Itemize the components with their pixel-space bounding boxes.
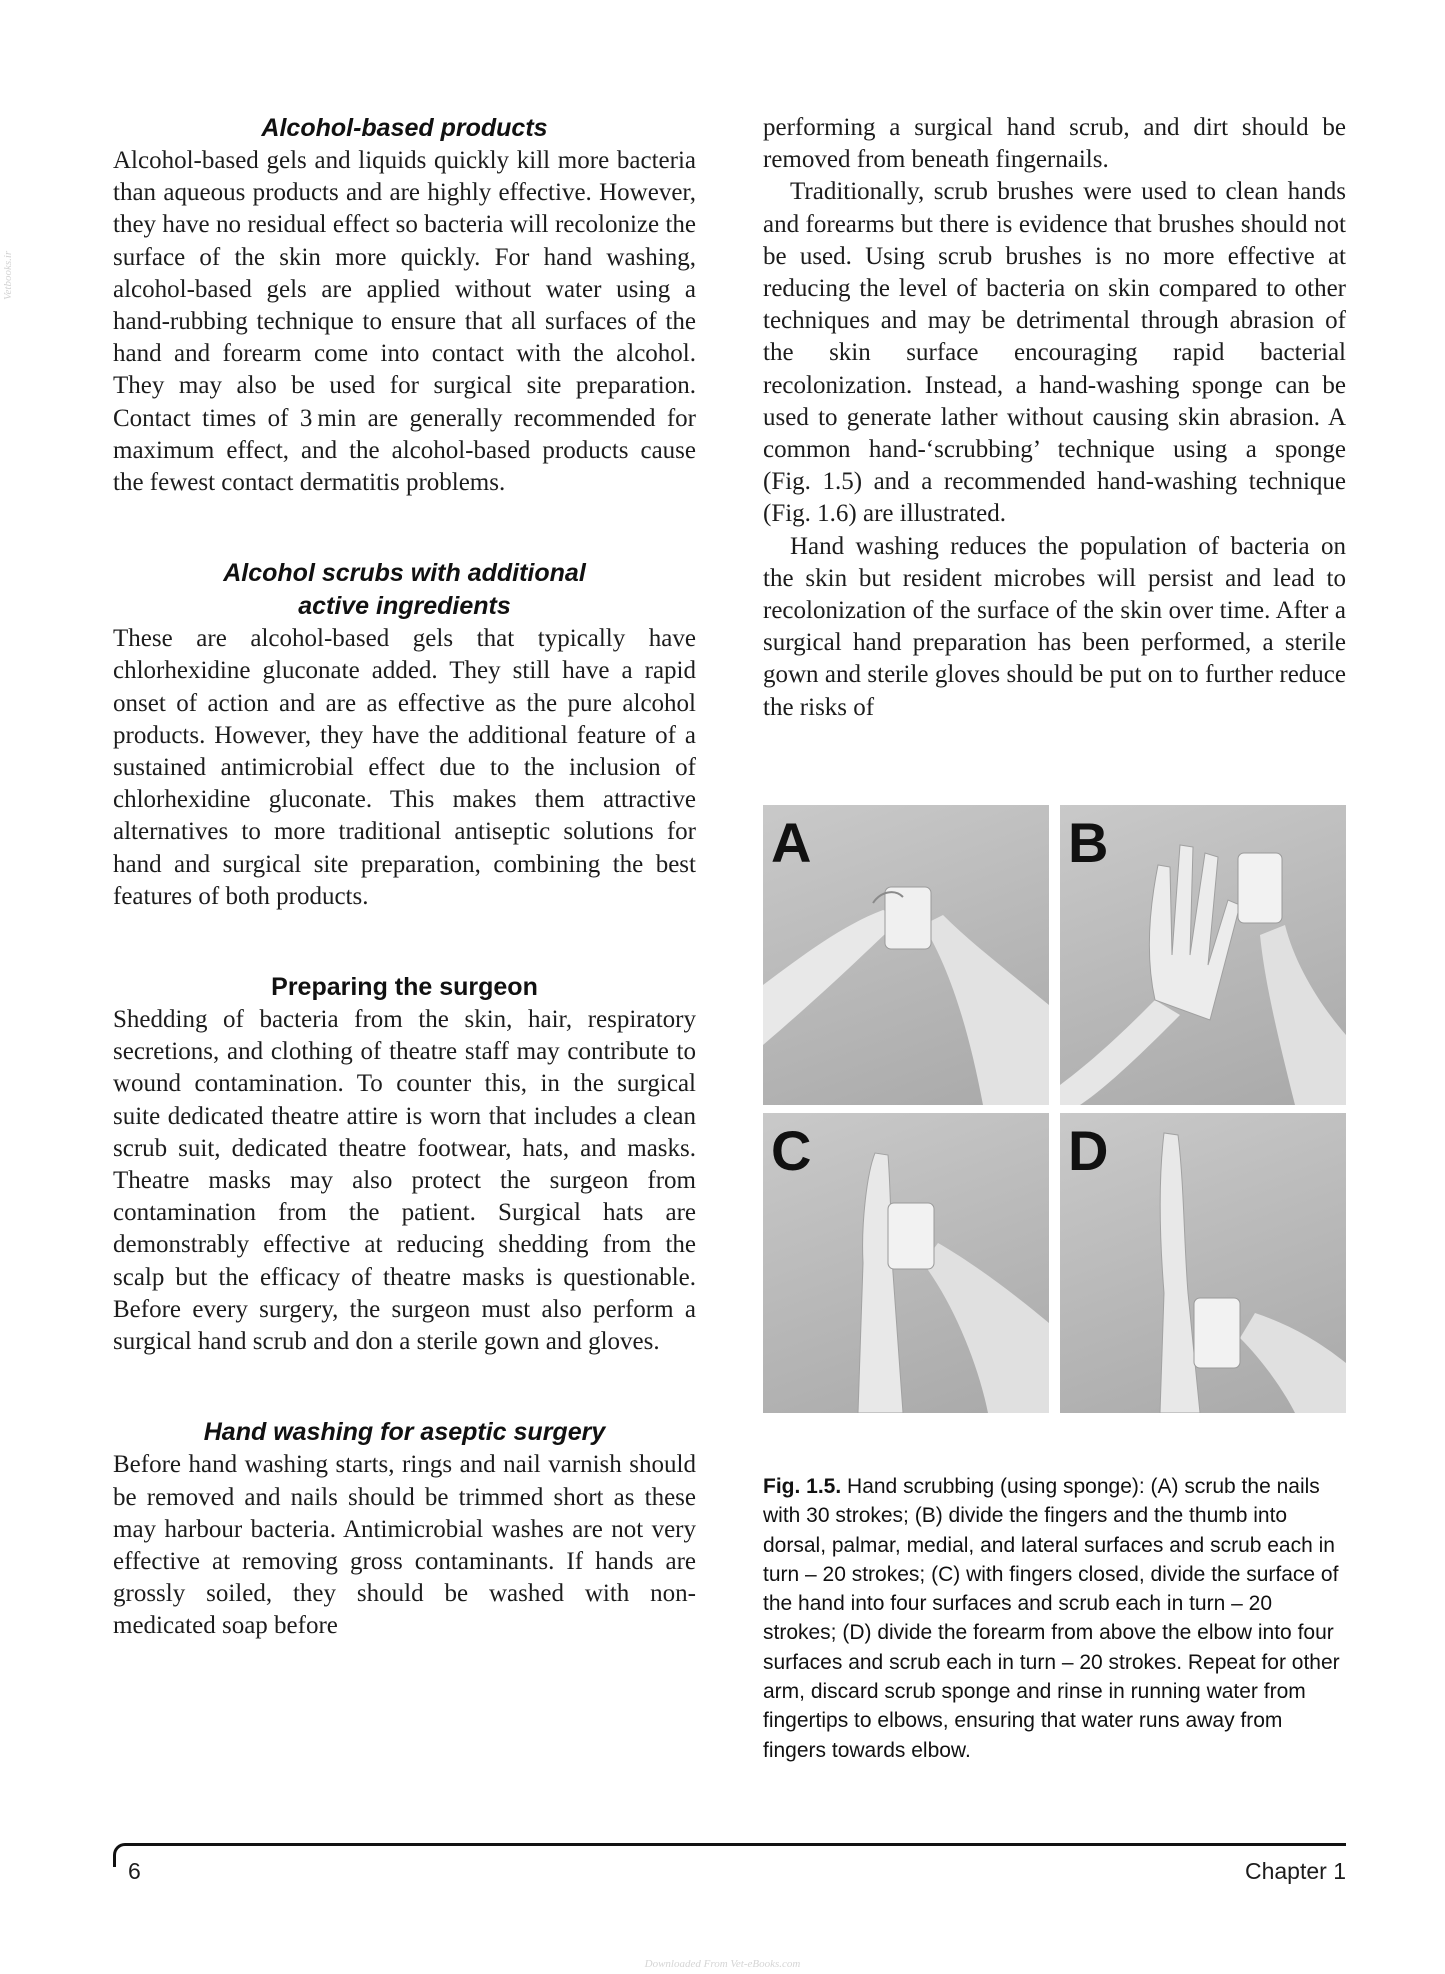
heading-alcohol-based-products: Alcohol-based products: [261, 114, 548, 142]
figure-panel-b: [1060, 805, 1346, 1105]
heading-alcohol-scrubs-line2: active ingredients: [298, 592, 511, 621]
caption-text: Hand scrubbing (using sponge): (A) scrub the nails with 30 strokes; (B) divide the fingers and the thumb into dorsal, palmar, medial, and lateral surfaces and scrub each in turn – 20 strokes; (C) with fingers closed, divide the surface of the hand into four surfaces and scrub each in turn – 20 strokes; (D) divide the forearm from above the elbow into four surfaces and scrub each in turn – 20 strokes. Repeat for other arm, discard scrub sponge and rinse in running water from fingertips to elbows, ensuring that water runs away from fingers towards elbow.: [763, 1475, 1340, 1762]
figure-panel-d: [1060, 1113, 1346, 1413]
figure-panel-a: [763, 805, 1049, 1105]
panel-label-b: B: [1068, 811, 1109, 874]
paragraph-right-1: performing a surgical hand scrub, and dirt should be removed from beneath fingernails.: [763, 114, 1346, 174]
heading-preparing-surgeon: Preparing the surgeon: [271, 973, 538, 1002]
figure-panel-c: [763, 1113, 1049, 1413]
footer-rule: [113, 1843, 1346, 1867]
paragraph-right-3: Hand washing reduces the population of bacteria on the skin but resident microbes will persist and lead to recolonization of the surface of the skin over time. After a surgical hand preparation has been performed, a sterile gown and sterile gloves should be put on to further reduce the risks of: [763, 532, 1346, 721]
heading-alcohol-scrubs-line1: Alcohol scrubs with additional: [223, 559, 586, 588]
page-number: 6: [128, 1858, 141, 1884]
heading-hand-washing: Hand washing for aseptic surgery: [203, 1418, 606, 1447]
heading-alcohol-scrubs: [113, 557, 696, 623]
chapter-label: Chapter 1: [1244, 1858, 1346, 1884]
figure-1-5: [763, 805, 1346, 1440]
panel-label-d: D: [1068, 1119, 1109, 1182]
panel-label-a: A: [771, 811, 812, 874]
paragraph-preparing-surgeon: Shedding of bacteria from the skin, hair, respiratory secretions, and clothing of theatre staff may contribute to wound contamination. To counter this, in the surgical suite dedicated theatre attire is worn that includes a clean scrub suit, dedicated theatre footwear, hats, and masks. Theatre masks may also protect the surgeon from contamination from the patient. Surgical hats are demonstrably effective at reducing shedding from the scalp but the efficacy of theatre masks is questionable. Before every surgery, the surgeon must also perform a surgical hand scrub and don a sterile gown and gloves.: [113, 1006, 696, 1356]
paragraph-alcohol-based: Alcohol-based gels and liquids quickly kill more bacteria than aqueous products and are highly effective. However, they have no residual effect so bacteria will recolonize the surface of the skin more quickly. For hand washing, alcohol-based gels are applied without water using a hand-rubbing technique to ensure that all surfaces of the hand and forearm come into contact with the alcohol. They may also be used for surgical site preparation. Contact times of 3 min are generally recommended for maximum effect, and the alcohol-based products cause the fewest contact dermatitis problems.: [113, 147, 696, 497]
right-column: [763, 112, 1346, 724]
caption-label: Fig. 1.5.: [763, 1475, 842, 1498]
panel-label-c: C: [771, 1119, 812, 1182]
paragraph-right-2: Traditionally, scrub brushes were used to clean hands and forearms but there is evidence that brushes should not be used. Using scrub brushes is no more effective at reducing the level of bacteria on skin compared to other techniques and may be detrimental through abrasion of the skin surface encouraging rapid bacterial recolonization. Instead, a hand-washing sponge can be used to generate lather without causing skin abrasion. A common hand-‘scrubbing’ technique using a sponge (Fig. 1.5) and a recommended hand-washing technique (Fig. 1.6) are illustrated.: [763, 178, 1346, 528]
bottom-watermark: Downloaded From Vet-eBooks.com: [644, 1958, 801, 1970]
left-column: [113, 112, 696, 1643]
paragraph-hand-washing: Before hand washing starts, rings and nail varnish should be removed and nails should be trimmed short as these may harbour bacteria. Antimicrobial washes are not very effective at removing gross contaminants. If hands are grossly soiled, they should be washed with non-medicated soap before: [113, 1451, 696, 1640]
paragraph-alcohol-scrubs: These are alcohol-based gels that typically have chlorhexidine gluconate added. They still have a rapid onset of action and are as effective as the pure alcohol products. However, they have the additional feature of a sustained antimicrobial effect due to the inclusion of chlorhexidine gluconate. This makes them attractive alternatives to more traditional antiseptic solutions for hand and surgical site preparation, combining the best features of both products.: [113, 625, 696, 910]
side-watermark: Vetbooks.ir: [2, 250, 14, 300]
figure-caption: [763, 1472, 1346, 1765]
